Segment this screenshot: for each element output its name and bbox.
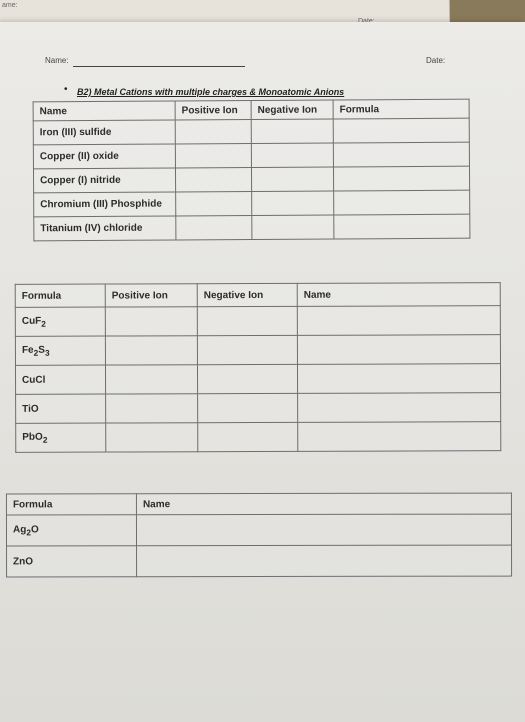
name-label: Name:	[45, 56, 69, 65]
formula-cell	[15, 336, 105, 365]
table-row	[33, 142, 469, 169]
name-underline	[73, 66, 245, 67]
positive-ion-blank[interactable]	[175, 120, 251, 144]
name-blank[interactable]	[297, 364, 500, 394]
underlying-name-label: ame:	[2, 2, 18, 9]
table-row	[15, 306, 500, 337]
table-header-row	[15, 283, 500, 308]
formula-base: PbO	[22, 431, 43, 443]
table-row	[15, 335, 500, 366]
formula-base: Ag	[12, 523, 27, 535]
formula-to-name-table	[15, 282, 502, 453]
positive-ion-blank[interactable]	[105, 365, 197, 394]
formula-cell	[6, 515, 136, 546]
negative-ion-blank[interactable]	[251, 119, 333, 144]
formula-blank[interactable]	[334, 214, 470, 239]
column-header: Negative Ion	[251, 100, 333, 120]
section-bullet: •	[64, 84, 68, 95]
column-header: Name	[136, 493, 511, 515]
negative-ion-blank[interactable]	[197, 335, 297, 364]
formula-cell	[16, 423, 106, 452]
formula-base: ZnO	[13, 555, 34, 567]
table-row	[16, 393, 501, 424]
column-header: Positive Ion	[175, 101, 251, 120]
date-label: Date:	[426, 56, 446, 65]
positive-ion-blank[interactable]	[105, 336, 197, 365]
positive-ion-blank[interactable]	[106, 423, 198, 452]
compound-name-cell: Chromium (III) Phosphide	[34, 192, 176, 217]
positive-ion-blank[interactable]	[176, 215, 252, 239]
negative-ion-blank[interactable]	[252, 191, 334, 216]
name-blank[interactable]	[297, 306, 500, 336]
column-header: Formula	[333, 99, 469, 119]
positive-ion-blank[interactable]	[175, 144, 251, 168]
formula-cell	[7, 546, 137, 577]
table-row	[16, 422, 501, 453]
column-header: Positive Ion	[105, 284, 197, 307]
column-header: Formula	[6, 494, 136, 515]
column-header: Name	[297, 283, 500, 307]
formula-subscript: 2	[26, 526, 31, 537]
compound-name-cell: Copper (II) oxide	[33, 144, 175, 169]
formula-cell	[16, 394, 106, 423]
formula-base: Fe	[21, 344, 34, 356]
negative-ion-blank[interactable]	[197, 306, 297, 335]
name-blank[interactable]	[298, 393, 501, 423]
formula-subscript: 2	[42, 434, 48, 445]
table-row	[7, 545, 512, 577]
negative-ion-blank[interactable]	[198, 422, 298, 451]
formula-blank[interactable]	[333, 166, 469, 191]
table-row	[33, 166, 469, 193]
section-title: B2) Metal Cations with multiple charges & Monoatomic Anions	[77, 87, 345, 97]
formula-subscript-2: 3	[44, 347, 50, 358]
compound-name-cell: Titanium (IV) chloride	[34, 216, 176, 241]
formula-base-2: S	[38, 344, 45, 356]
positive-ion-blank[interactable]	[176, 191, 252, 215]
negative-ion-blank[interactable]	[252, 215, 334, 240]
table-row	[34, 214, 470, 241]
formula-subscript: 2	[33, 347, 39, 358]
positive-ion-blank[interactable]	[175, 168, 251, 192]
formula-cell	[15, 365, 105, 394]
formula-blank[interactable]	[333, 118, 469, 143]
name-to-formula-table	[33, 99, 471, 242]
formula-base: CuF	[21, 315, 42, 327]
name-blank[interactable]	[297, 335, 500, 365]
column-header: Negative Ion	[197, 283, 297, 306]
formula-base: CuCl	[22, 374, 46, 386]
formula-subscript: 2	[41, 318, 46, 329]
positive-ion-blank[interactable]	[106, 394, 198, 423]
name-blank[interactable]	[136, 514, 511, 546]
name-blank[interactable]	[137, 545, 512, 577]
positive-ion-blank[interactable]	[105, 307, 197, 336]
formula-blank[interactable]	[333, 142, 469, 167]
name-blank[interactable]	[298, 422, 501, 452]
negative-ion-blank[interactable]	[251, 143, 333, 168]
compound-name-cell: Iron (III) sulfide	[33, 120, 175, 145]
table-row	[33, 118, 469, 145]
formula-blank[interactable]	[334, 190, 470, 215]
negative-ion-blank[interactable]	[197, 364, 297, 393]
column-header: Name	[33, 101, 175, 121]
formula-cell	[15, 307, 105, 336]
negative-ion-blank[interactable]	[251, 167, 333, 192]
formula-base-2: O	[30, 523, 39, 535]
formula-name-table	[6, 493, 512, 578]
table-row	[15, 364, 500, 395]
compound-name-cell: Copper (I) nitride	[33, 168, 175, 193]
table-row	[34, 190, 470, 217]
formula-base: TiO	[22, 403, 39, 415]
column-header: Formula	[15, 284, 105, 307]
table-header-row	[6, 493, 511, 515]
table-row	[6, 514, 511, 546]
negative-ion-blank[interactable]	[198, 393, 298, 422]
